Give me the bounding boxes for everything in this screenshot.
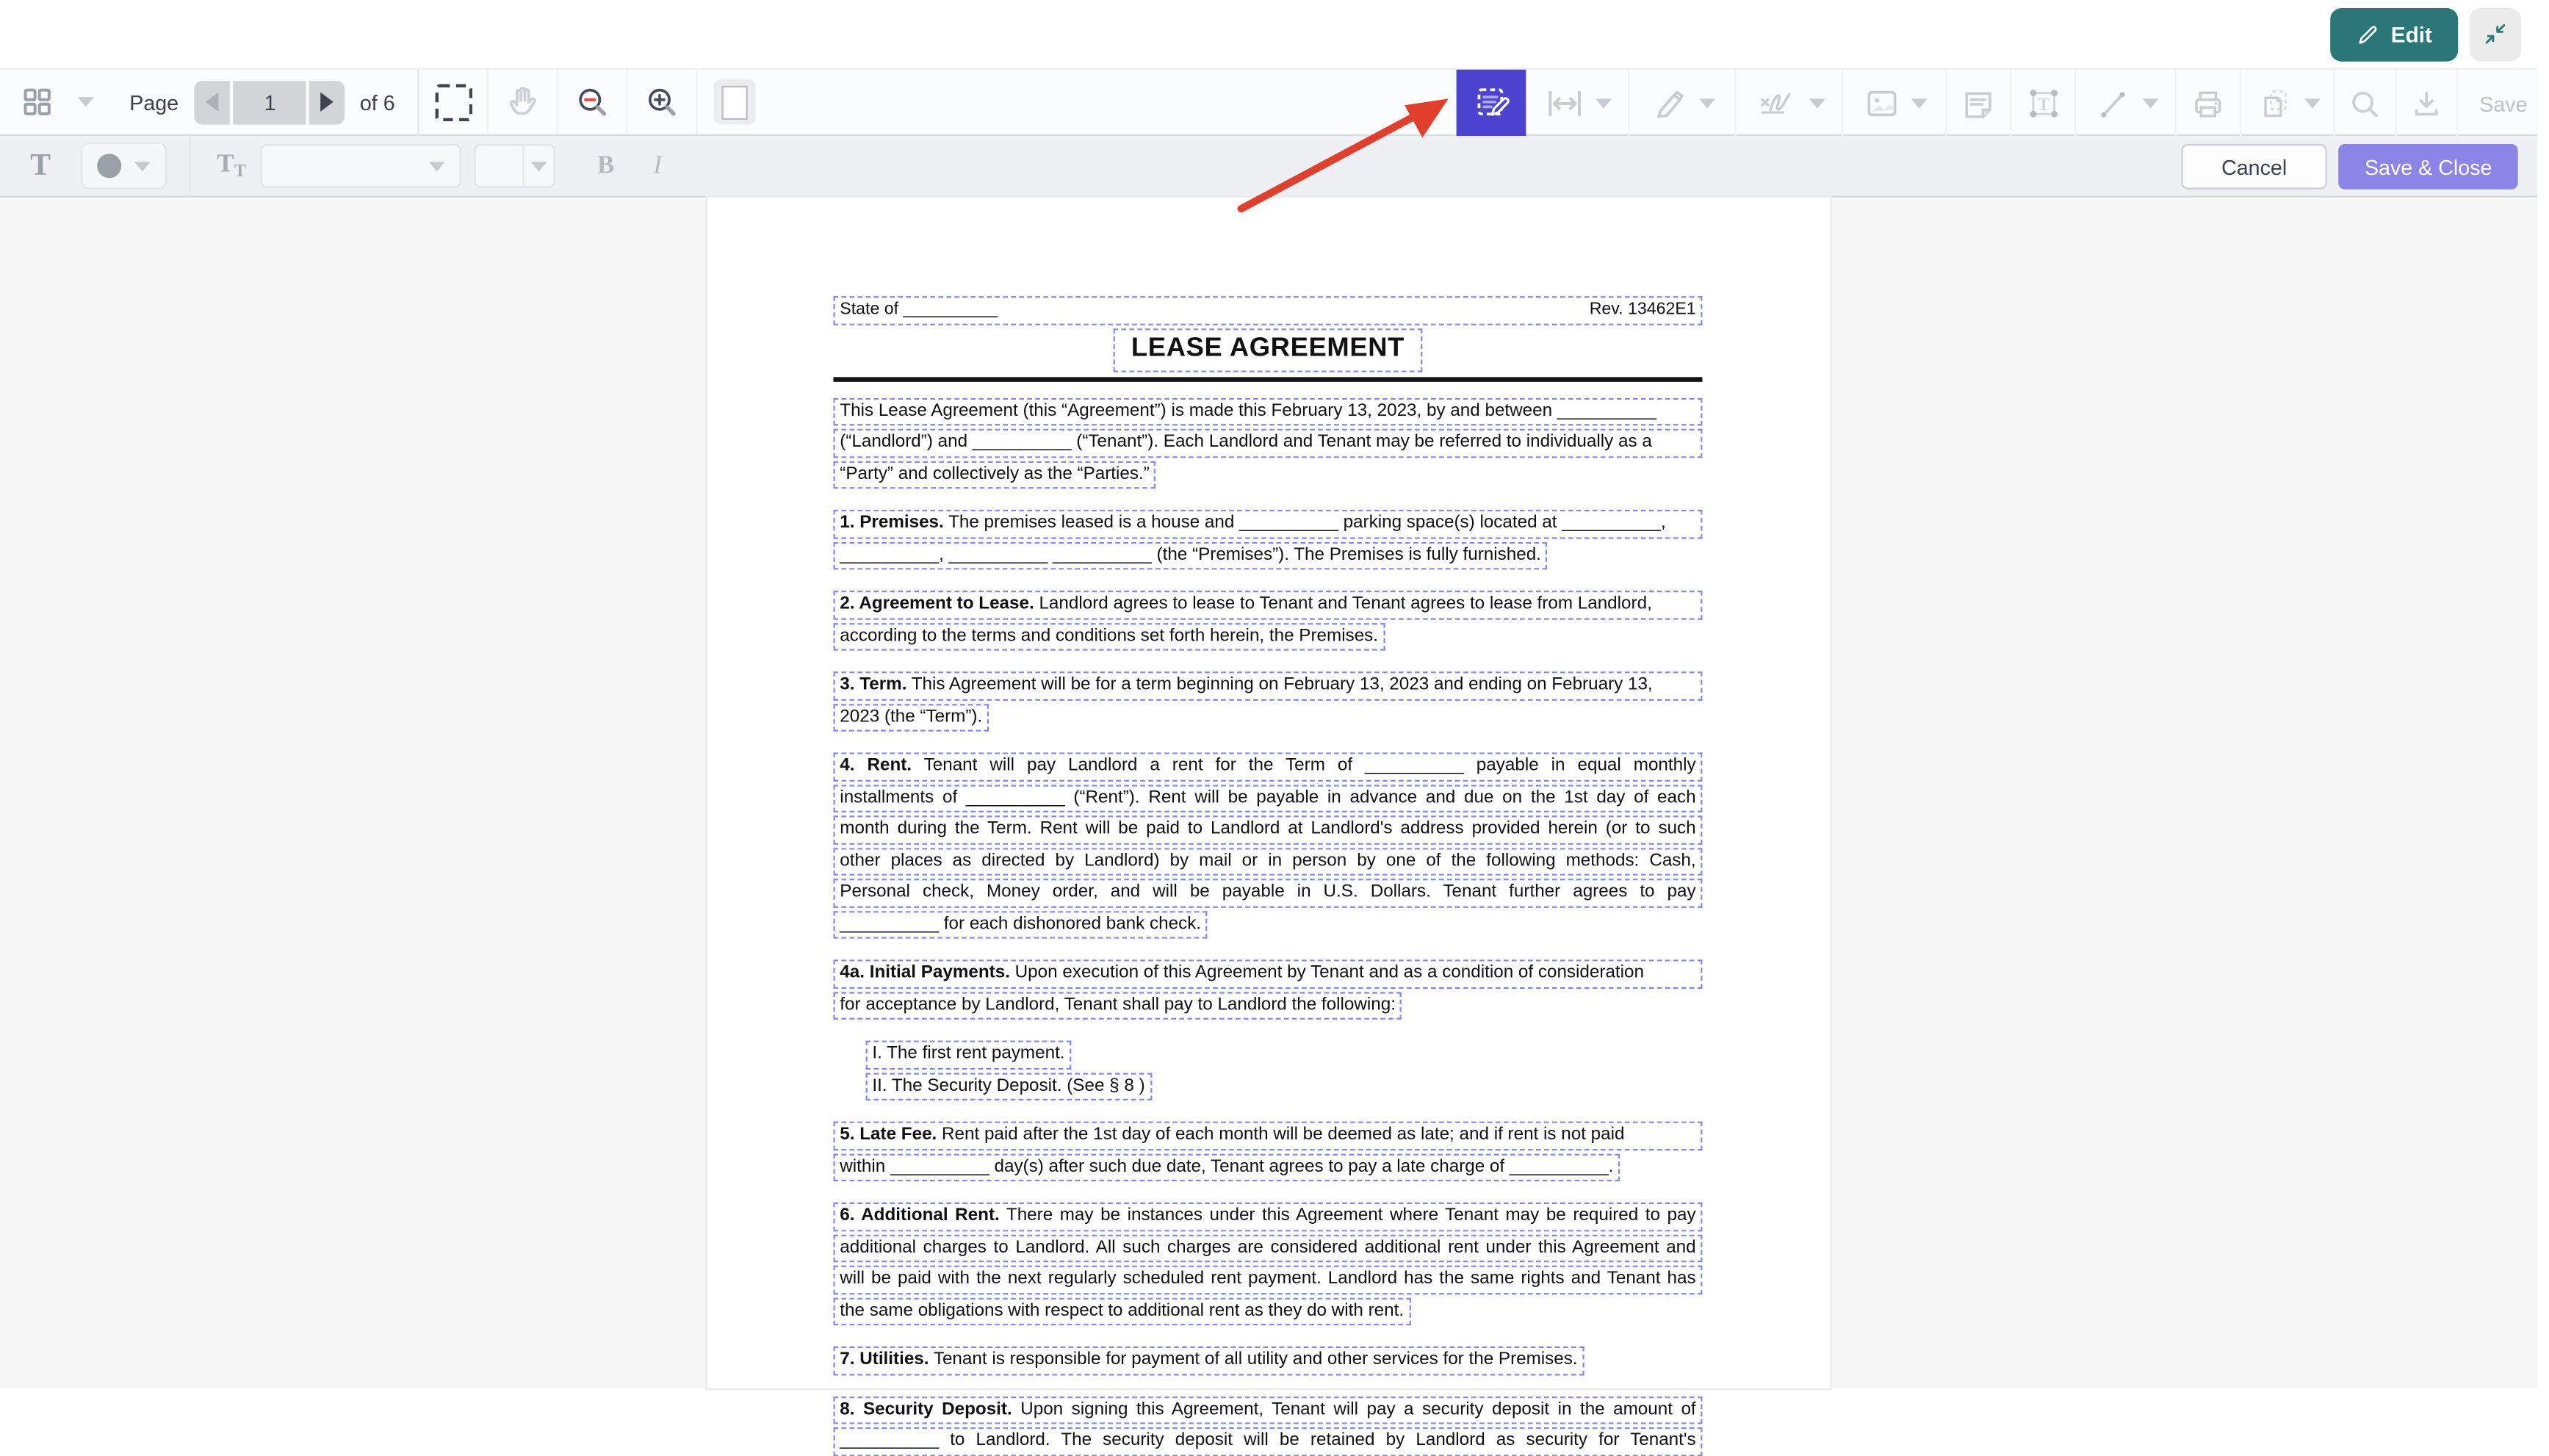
draw-line-chevron-down-icon[interactable]	[2142, 98, 2158, 108]
marquee-select-button[interactable]	[419, 70, 489, 134]
document-field-line[interactable]: __________, __________ __________ (the “Premises”). The Premises is fully furnished.	[833, 541, 1547, 570]
font-size-chevron-down-icon	[531, 161, 547, 170]
collapse-button[interactable]	[2470, 7, 2521, 61]
collapse-icon	[2482, 21, 2508, 47]
document-field-line[interactable]: 5. Late Fee. Rent paid after the 1st day of each month will be deemed as late; and if rent is not paid	[833, 1122, 1702, 1150]
print-button[interactable]	[2177, 70, 2241, 138]
document-field-line[interactable]: the same obligations with respect to additional rent as they do with rent.	[833, 1297, 1410, 1326]
font-family-chevron-down-icon	[429, 161, 445, 170]
document-field-line[interactable]: installments of __________ (“Rent”). Rent will be payable in advance and due on the 1st day of each	[833, 784, 1702, 812]
italic-button[interactable]: I	[653, 151, 663, 179]
zoom-in-icon	[644, 84, 679, 120]
header-left-text: State of __________	[840, 299, 998, 319]
text-box-icon	[2024, 84, 2063, 123]
search-button[interactable]	[2335, 70, 2397, 138]
draw-line-icon	[2093, 84, 2132, 123]
document-field-line[interactable]: __________ to Landlord. The security deposit will be retained by Landlord as security for Tenant's	[833, 1427, 1702, 1456]
prev-page-button[interactable]	[195, 80, 230, 123]
sticky-note-icon	[1960, 85, 1997, 123]
document-field-line[interactable]: 3. Term. This Agreement will be for a term beginning on February 13, 2023 and ending on February 13,	[833, 671, 1702, 700]
document-field-line[interactable]: 4a. Initial Payments. Upon execution of this Agreement by Tenant and as a condition of consideration	[833, 959, 1702, 988]
print-icon	[2190, 85, 2227, 123]
document-title-row	[833, 328, 1702, 371]
copy-pages-icon	[2255, 84, 2294, 123]
document-field-line[interactable]: for acceptance by Landlord, Tenant shall pay to Landlord the following:	[833, 991, 1402, 1020]
thumbnails-chevron-down-icon[interactable]	[78, 97, 94, 107]
color-swatch-dropdown[interactable]	[81, 143, 167, 190]
pencil-icon	[2355, 22, 2379, 46]
document-title-field[interactable]: LEASE AGREEMENT	[1114, 328, 1423, 371]
measure-icon	[1543, 86, 1584, 121]
title-rule	[833, 376, 1702, 381]
text-box-tool-button[interactable]	[2011, 70, 2076, 138]
draw-line-tool-button[interactable]	[2076, 70, 2177, 138]
highlight-tool-button[interactable]	[1629, 70, 1736, 138]
document-field-line[interactable]: 2. Agreement to Lease. Landlord agrees to lease to Tenant and Tenant agrees to lease from Landlord,	[833, 591, 1702, 619]
save-button-label: Save	[2479, 91, 2528, 116]
pan-hand-button[interactable]	[488, 70, 558, 134]
document-field-line[interactable]: II. The Security Deposit. (See § 8 )	[866, 1072, 1152, 1100]
document-field-line[interactable]: 7. Utilities. Tenant is responsible for payment of all utility and other services for the Premises.	[833, 1347, 1584, 1375]
font-icon: $T_T$	[217, 150, 246, 181]
document-field-line[interactable]: 4. Rent. Tenant will pay Landlord a rent for the Term of __________ payable in equal monthly	[833, 752, 1702, 781]
signature-icon	[1753, 84, 1799, 123]
zoom-out-button[interactable]	[558, 70, 628, 134]
fields-edit-tool-button[interactable]	[1457, 70, 1526, 138]
sticky-note-tool-button[interactable]	[1947, 70, 2011, 138]
zoom-out-icon	[574, 84, 610, 120]
search-icon	[2348, 87, 2382, 120]
text-color-icon[interactable]: T	[23, 148, 58, 184]
fit-page-button[interactable]	[698, 70, 772, 134]
font-size-select[interactable]	[474, 144, 555, 187]
image-tool-button[interactable]	[1843, 70, 1947, 138]
page-nav-group	[0, 70, 417, 134]
zoom-in-button[interactable]	[628, 70, 698, 134]
document-canvas[interactable]	[0, 198, 2537, 1450]
top-bar	[0, 0, 2537, 68]
download-button[interactable]	[2396, 70, 2458, 138]
page-label: Page	[129, 90, 179, 115]
thumbnails-grid-icon[interactable]	[19, 84, 54, 120]
document-lines	[833, 397, 1702, 1456]
document-field-line[interactable]: 8. Security Deposit. Upon signing this Agreement, Tenant will pay a security deposit in the amount of	[833, 1396, 1702, 1424]
format-toolbar	[0, 136, 2537, 198]
document-field-line[interactable]: I. The first rent payment.	[866, 1040, 1072, 1069]
next-arrow-icon	[321, 93, 334, 112]
document-field-line[interactable]: 6. Additional Rent. There may be instances under this Agreement where Tenant may be required to pay	[833, 1203, 1702, 1231]
document-header-field[interactable]	[833, 296, 1702, 325]
document-field-line[interactable]: (“Landlord”) and __________ (“Tenant”). Each Landlord and Tenant may be referred to individually as a	[833, 429, 1702, 458]
document-field-line[interactable]: This Lease Agreement (this “Agreement”) is made this February 13, 2023, by and between __________	[833, 397, 1702, 426]
measure-tool-button[interactable]	[1526, 70, 1629, 138]
document-field-line[interactable]: “Party” and collectively as the “Parties.”	[833, 461, 1155, 489]
highlight-chevron-down-icon[interactable]	[1698, 98, 1715, 108]
tools-strip	[1457, 70, 2549, 138]
fit-page-icon	[714, 79, 756, 125]
marquee-select-icon	[435, 83, 472, 120]
highlighter-icon	[1650, 84, 1689, 123]
page-pager	[195, 80, 345, 123]
signature-chevron-down-icon[interactable]	[1809, 98, 1825, 108]
download-icon	[2409, 87, 2443, 120]
prev-arrow-icon	[206, 93, 220, 112]
image-chevron-down-icon[interactable]	[1911, 98, 1927, 108]
main-toolbar	[0, 68, 2537, 137]
pan-hand-icon	[503, 82, 542, 121]
document-field-line[interactable]: will be paid with the next regularly scheduled rent payment. Landlord has the same rights and Tenant has	[833, 1266, 1702, 1294]
document-field-line[interactable]: month during the Term. Rent will be paid to Landlord at Landlord's address provided herein (or to such	[833, 815, 1702, 844]
page-number-field[interactable]: 1	[234, 80, 306, 123]
document-field-line[interactable]: additional charges to Landlord. All such charges are considered additional rent under this Agreement and	[833, 1234, 1702, 1263]
document-field-line[interactable]: 2023 (the “Term”).	[833, 703, 989, 732]
page-total-label: of 6	[359, 90, 395, 115]
save-and-close-button[interactable]: Save & Close	[2339, 144, 2518, 190]
copy-pages-chevron-down-icon[interactable]	[2304, 98, 2320, 108]
svg-text:T: T	[2037, 94, 2049, 115]
signature-tool-button[interactable]	[1737, 70, 1843, 138]
color-swatch	[97, 154, 121, 178]
copy-pages-button[interactable]	[2241, 70, 2335, 138]
document-page[interactable]	[707, 198, 1831, 1450]
format-divider	[190, 135, 191, 197]
header-right-text: Rev. 13462E1	[1589, 299, 1696, 319]
document-field-line[interactable]: Personal check, Money order, and will be payable in U.S. Dollars. Tenant further agrees to pay	[833, 879, 1702, 907]
next-page-button[interactable]	[310, 80, 345, 123]
document-field-line[interactable]: other places as directed by Landlord) by mail or in person by one of the following methods: Cash,	[833, 847, 1702, 876]
color-chevron-down-icon	[134, 161, 151, 170]
bold-button[interactable]: B	[596, 151, 615, 179]
document-field-line[interactable]: 1. Premises. The premises leased is a house and __________ parking space(s) located at __________,	[833, 510, 1702, 538]
document-field-line[interactable]: according to the terms and conditions set forth herein, the Premises.	[833, 622, 1384, 651]
edit-button-label: Edit	[2390, 21, 2432, 46]
measure-chevron-down-icon[interactable]	[1595, 98, 1611, 108]
image-icon	[1861, 84, 1900, 123]
document-field-line[interactable]: __________ for each dishonored bank check.	[833, 910, 1207, 939]
document-field-line[interactable]: within __________ day(s) after such due date, Tenant agrees to pay a late charge of __________.	[833, 1153, 1620, 1182]
edit-button[interactable]	[2329, 7, 2458, 61]
cancel-button[interactable]: Cancel	[2181, 144, 2327, 190]
font-family-select[interactable]	[261, 144, 461, 187]
fields-edit-icon	[1470, 82, 1512, 124]
save-button[interactable]	[2458, 70, 2548, 138]
